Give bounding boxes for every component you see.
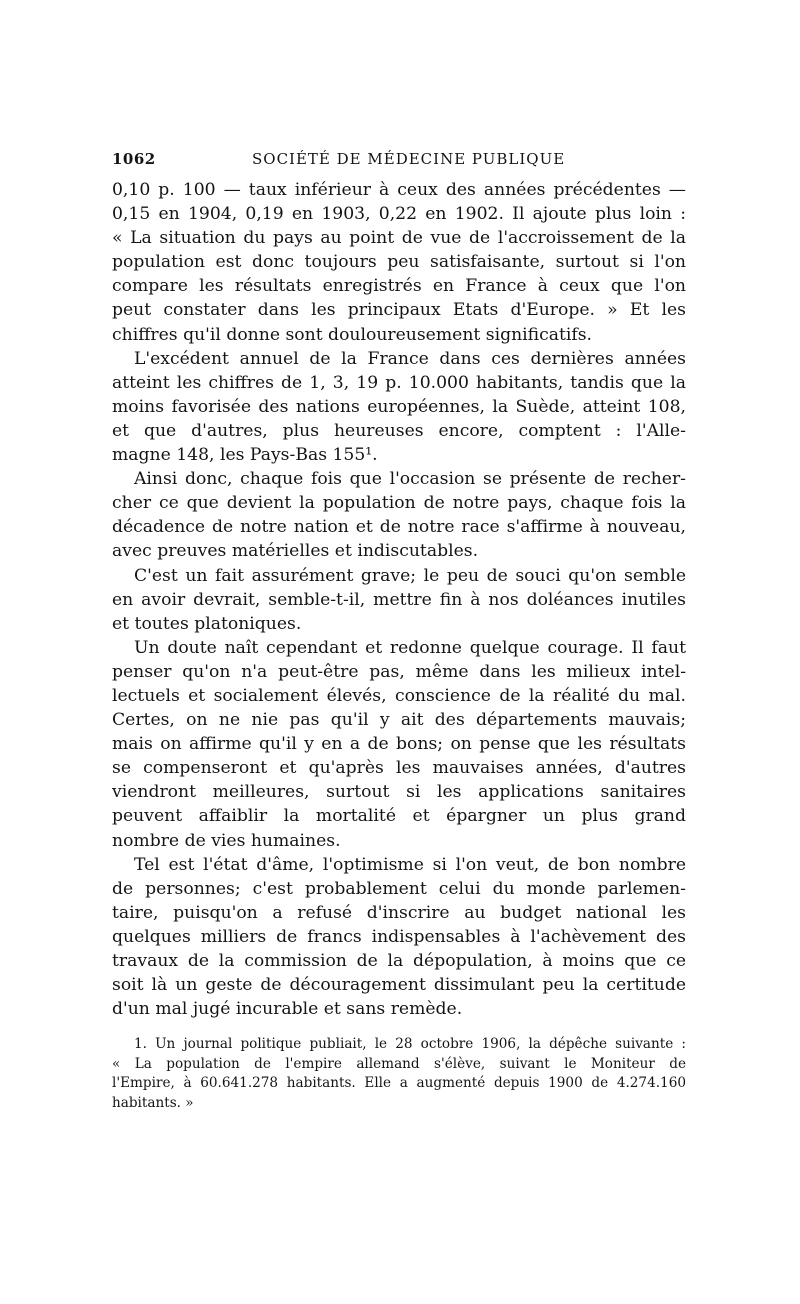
footnote-line: habitants. » <box>112 1094 194 1111</box>
body-line: de personnes; c'est probablement celui du monde parlemen- <box>112 878 686 899</box>
body-line: peut constater dans les principaux Etats d'Europe. » Et les <box>112 300 686 321</box>
page <box>112 150 686 1113</box>
body-line: L'excédent annuel de la France dans ces dernières années <box>134 348 686 369</box>
body-line: viendront meilleures, surtout si les applications sanitaires <box>112 782 686 803</box>
body-line: lectuels et socialement élevés, conscience de la réalité du mal. <box>112 685 686 706</box>
body-line: et que d'autres, plus heureuses encore, comptent : l'Alle- <box>112 420 686 441</box>
body-line: travaux de la commission de la dépopulation, à moins que ce <box>112 951 686 971</box>
body-line: Certes, on ne nie pas qu'il y ait des départements mauvais; <box>112 710 686 731</box>
body-line: en avoir devrait, semble-t-il, mettre fin à nos doléances inutiles <box>112 589 686 610</box>
body-line: se compenseront et qu'après les mauvaises années, d'autres <box>112 758 686 779</box>
body-line: Un doute naît cependant et redonne quelque courage. Il faut <box>134 637 686 658</box>
footnotes <box>112 1035 686 1113</box>
body-line: Tel est l'état d'âme, l'optimisme si l'on veut, de bon nombre <box>134 854 686 875</box>
body-line: atteint les chiffres de 1, 3, 19 p. 10.000 habitants, tandis que la <box>112 372 686 393</box>
body-line: « La situation du pays au point de vue de l'accroissement de la <box>112 228 686 249</box>
footnote-line: l'Empire, à 60.641.278 habitants. Elle a augmenté depuis 1900 de 4.274.160 <box>112 1075 686 1092</box>
footnote-line: 1. Un journal politique publiait, le 28 octobre 1906, la dépêche suivante : <box>134 1036 686 1053</box>
body-line: quelques milliers de francs indispensables à l'achèvement des <box>112 926 686 947</box>
body-line: peuvent affaiblir la mortalité et épargner un plus grand <box>112 806 686 827</box>
body-line: penser qu'on n'a peut-être pas, même dans les milieux intel- <box>112 661 686 682</box>
body-line: compare les résultats enregistrés en France à ceux que l'on <box>112 276 686 297</box>
body-line: moins favorisée des nations européennes, la Suède, atteint 108, <box>112 396 686 417</box>
body-line: soit là un geste de découragement dissimulant peu la certitude <box>112 975 686 996</box>
body-line: C'est un fait assurément grave; le peu de souci qu'on semble <box>134 565 686 586</box>
footnote-line: « La population de l'empire allemand s'élève, suivant le Moniteur de <box>112 1055 686 1072</box>
body-line: nombre de vies humaines. <box>112 830 341 851</box>
body-line: chiffres qu'il donne sont douloureusement significatifs. <box>112 324 593 345</box>
body-line: mais on affirme qu'il y en a de bons; on pense que les résultats <box>112 734 686 755</box>
body-line: 0,10 p. 100 — taux inférieur à ceux des années précédentes — <box>112 180 686 200</box>
body-line: taire, puisqu'on a refusé d'inscrire au budget national les <box>112 902 686 923</box>
journal-title: SOCIÉTÉ DE MÉDECINE PUBLIQUE <box>252 150 566 168</box>
body-line: d'un mal jugé incurable et sans remède. <box>112 999 463 1020</box>
running-head <box>112 150 686 176</box>
body-line: population est donc toujours peu satisfaisante, surtout si l'on <box>112 252 686 273</box>
body-line: avec preuves matérielles et indiscutables. <box>112 541 479 562</box>
page-number: 1062 <box>112 150 156 168</box>
body-line: Ainsi donc, chaque fois que l'occasion se présente de recher- <box>134 469 686 490</box>
body-line: et toutes platoniques. <box>112 613 302 634</box>
body-line: décadence de notre nation et de notre race s'affirme à nouveau, <box>112 517 686 538</box>
body-line: magne 148, les Pays-Bas 155¹. <box>112 445 378 466</box>
body-line: 0,15 en 1904, 0,19 en 1903, 0,22 en 1902. Il ajoute plus loin : <box>112 204 686 225</box>
body-text <box>112 178 686 1021</box>
body-line: cher ce que devient la population de notre pays, chaque fois la <box>112 493 686 514</box>
